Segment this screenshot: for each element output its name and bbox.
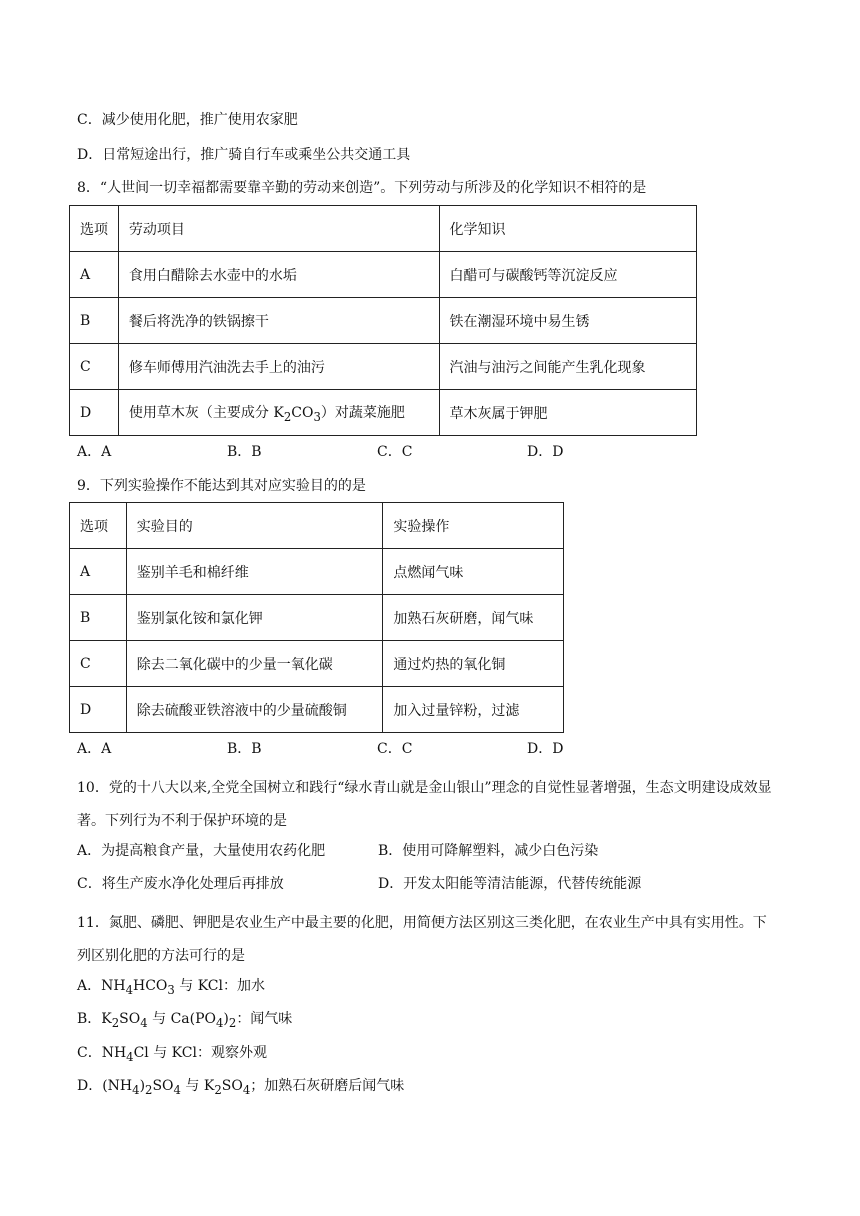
table-row xyxy=(70,390,697,436)
table-cell: 除去硫酸亚铁溶液中的少量硫酸铜 xyxy=(126,687,383,733)
option-c[interactable]: C．将生产废水净化处理后再排放 xyxy=(77,876,284,892)
table-cell: D xyxy=(70,687,127,733)
text: 与 Ca(PO xyxy=(147,1011,216,1027)
table-cell: 铁在潮湿环境中易生锈 xyxy=(439,298,696,344)
table-cell: 食用白醋除去水壶中的水垢 xyxy=(118,252,439,298)
table-row xyxy=(70,298,697,344)
text: ）对蔬菜施肥 xyxy=(320,404,405,421)
question-9-table xyxy=(69,502,564,733)
subscript: 4 xyxy=(126,1049,134,1064)
option-b[interactable]: B．使用可降解塑料，减少白色污染 xyxy=(378,843,599,859)
option-d[interactable] xyxy=(77,1076,404,1100)
question-10-stem: 10．党的十八大以来,全党全国树立和践行“绿水青山就是金山银山”理念的自觉性显著增强，生态文明建设成效显著。下列行为不利于保护环境的是 xyxy=(77,780,772,829)
question-8-table xyxy=(69,205,697,436)
option-c[interactable] xyxy=(77,1043,267,1067)
table-cell: 修车师傅用汽油洗去手上的油污 xyxy=(118,344,439,390)
question-10-options-row-1 xyxy=(77,841,777,861)
text: 与 KCl：加水 xyxy=(174,978,266,994)
subscript: 3 xyxy=(313,409,321,424)
subscript: 2 xyxy=(228,1015,237,1030)
table-header-cell: 化学知识 xyxy=(439,206,696,252)
text: 使用草木灰（主要成分 K xyxy=(128,404,284,421)
table-header-row xyxy=(70,503,564,549)
option-c[interactable]: C．C xyxy=(377,444,413,460)
table-row xyxy=(70,344,697,390)
text: B．K xyxy=(77,1011,112,1027)
table-cell: B xyxy=(70,595,127,641)
table-cell: 通过灼热的氧化铜 xyxy=(383,641,564,687)
text: A．NH xyxy=(77,978,126,994)
table-cell: 鉴别氯化铵和氯化钾 xyxy=(126,595,383,641)
subscript: 4 xyxy=(242,1082,251,1097)
question-11-stem: 11．氮肥、磷肥、钾肥是农业生产中最主要的化肥，用简便方法区别这三类化肥，在农业生产中具有实用性。下列区别化肥的方法可行的是 xyxy=(77,915,767,964)
option-b[interactable]: B．B xyxy=(227,741,262,757)
table-cell: 加熟石灰研磨，闻气味 xyxy=(383,595,564,641)
text: 与 K xyxy=(180,1078,215,1094)
table-cell: A xyxy=(70,549,127,595)
table-cell xyxy=(118,390,439,436)
option-c-line: C．减少使用化肥，推广使用农家肥 xyxy=(77,112,298,128)
text: ；加熟石灰研磨后闻气味 xyxy=(250,1078,405,1094)
text: ) xyxy=(223,1011,229,1027)
option-b[interactable]: B．B xyxy=(227,444,262,460)
table-cell: 除去二氧化碳中的少量一氧化碳 xyxy=(126,641,383,687)
table-cell: 加入过量锌粉，过滤 xyxy=(383,687,564,733)
subscript: 4 xyxy=(132,1082,140,1097)
option-d-line: D．日常短途出行，推广骑自行车或乘坐公共交通工具 xyxy=(77,147,411,163)
table-cell: 汽油与油污之间能产生乳化现象 xyxy=(439,344,696,390)
table-header-row xyxy=(70,206,697,252)
table-cell: C xyxy=(70,344,119,390)
option-d[interactable]: D．D xyxy=(527,444,564,460)
table-header-cell: 选项 xyxy=(70,503,127,549)
text: Cl 与 KCl：观察外观 xyxy=(133,1045,267,1061)
question-8-stem: 8．“人世间一切幸福都需要靠辛勤的劳动来创造”。下列劳动与所涉及的化学知识不相符的是 xyxy=(77,180,647,196)
subscript: 2 xyxy=(111,1015,120,1030)
subscript: 4 xyxy=(125,982,133,997)
table-cell: A xyxy=(70,252,119,298)
option-a[interactable]: A．A xyxy=(77,444,112,460)
option-c[interactable]: C．C xyxy=(377,741,413,757)
option-a[interactable]: A．为提高粮食产量，大量使用农药化肥 xyxy=(77,843,326,859)
table-cell: D xyxy=(70,390,119,436)
text: SO xyxy=(119,1011,141,1027)
text: CO xyxy=(291,404,314,421)
table-row xyxy=(70,595,564,641)
table-header-cell: 实验目的 xyxy=(126,503,383,549)
question-9-stem: 9．下列实验操作不能达到其对应实验目的的是 xyxy=(77,478,366,494)
subscript: 4 xyxy=(173,1082,181,1097)
question-8-options xyxy=(77,442,777,462)
subscript: 2 xyxy=(214,1082,222,1097)
text: SO xyxy=(152,1078,174,1094)
table-cell: 白醋可与碳酸钙等沉淀反应 xyxy=(439,252,696,298)
table-header-cell: 实验操作 xyxy=(383,503,564,549)
option-d[interactable]: D．D xyxy=(527,741,564,757)
table-cell: 点燃闻气味 xyxy=(383,549,564,595)
table-cell: C xyxy=(70,641,127,687)
table-cell: 餐后将洗净的铁锅擦干 xyxy=(118,298,439,344)
subscript: 4 xyxy=(216,1015,224,1030)
subscript: 3 xyxy=(167,982,175,997)
table-row xyxy=(70,549,564,595)
text: ：闻气味 xyxy=(236,1011,293,1027)
table-cell: 草木灰属于钾肥 xyxy=(439,390,696,436)
text: ) xyxy=(139,1078,146,1094)
question-10-options-row-2 xyxy=(77,874,777,894)
option-b[interactable] xyxy=(77,1009,292,1033)
text: C．NH xyxy=(77,1045,127,1061)
option-a[interactable] xyxy=(77,976,265,1000)
question-9-options xyxy=(77,739,777,759)
subscript: 2 xyxy=(145,1082,153,1097)
subscript: 4 xyxy=(140,1015,148,1030)
text: HCO xyxy=(133,978,168,994)
table-cell: 鉴别羊毛和棉纤维 xyxy=(126,549,383,595)
option-d[interactable]: D．开发太阳能等清洁能源，代替传统能源 xyxy=(378,876,642,892)
table-row xyxy=(70,641,564,687)
table-header-cell: 选项 xyxy=(70,206,119,252)
text: SO xyxy=(221,1078,243,1094)
text: D．(NH xyxy=(77,1078,133,1094)
table-header-cell: 劳动项目 xyxy=(118,206,439,252)
option-a[interactable]: A．A xyxy=(77,741,112,757)
table-row xyxy=(70,252,697,298)
subscript: 2 xyxy=(283,409,292,424)
table-row xyxy=(70,687,564,733)
table-cell: B xyxy=(70,298,119,344)
